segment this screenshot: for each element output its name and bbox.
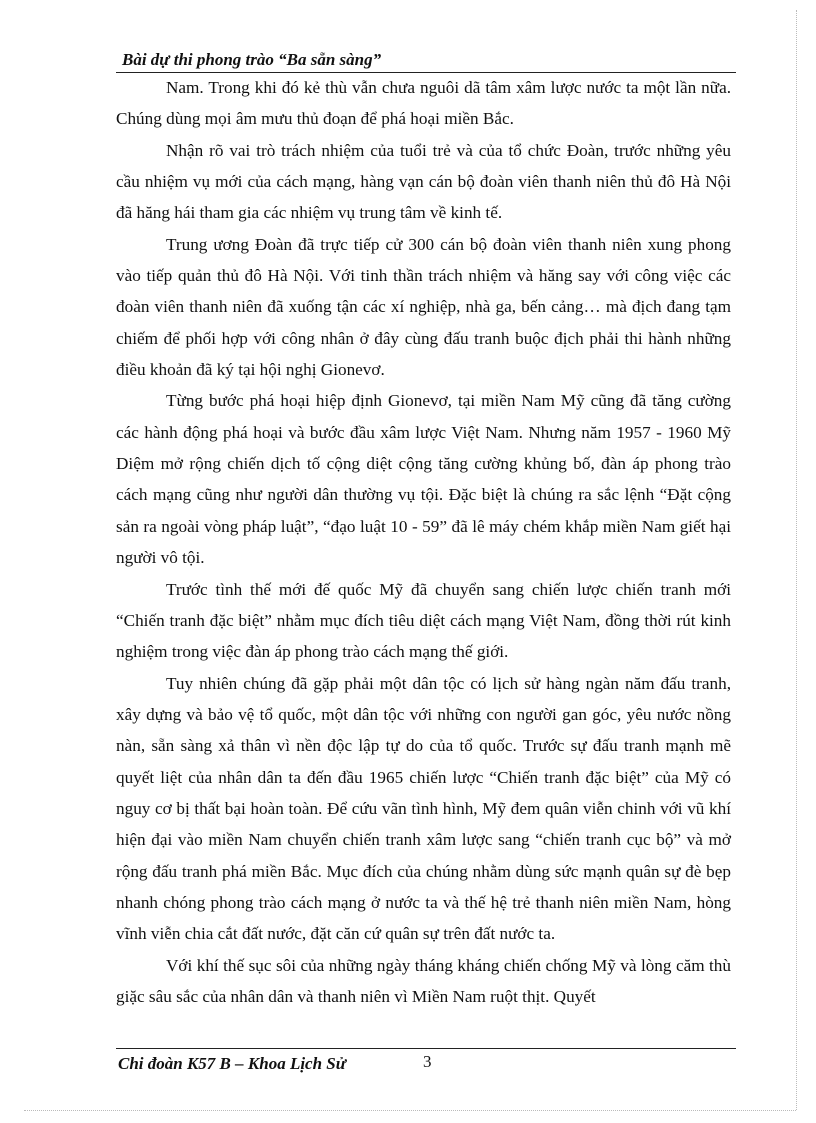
page-border-right <box>796 10 797 1110</box>
footer-rule <box>116 1048 736 1049</box>
page-number: 3 <box>423 1052 432 1071</box>
paragraph-5: Trước tình thế mới đế quốc Mỹ đã chuyển sang chiến lược chiến tranh mới “Chiến tranh đặc biệt” nhằm mục đích tiêu diệt cách mạng Việt Nam, đồng thời rút kinh nghiệm trong việc đàn áp phong trào cách mạng thế giới. <box>116 579 731 662</box>
footer-label: Chi đoàn K57 B – Khoa Lịch Sử <box>118 1054 346 1073</box>
paragraph-2: Nhận rõ vai trò trách nhiệm của tuổi trẻ và của tổ chức Đoàn, trước những yêu cầu nhiệm vụ mới của cách mạng, hàng vạn cán bộ đoàn viên thanh niên thủ đô Hà Nội đã hăng hái tham gia các nhiệm vụ trung tâm về kinh tế. <box>116 140 731 223</box>
paragraph-7: Với khí thế sục sôi của những ngày tháng kháng chiến chống Mỹ và lòng căm thù giặc sâu sắc của nhân dân và thanh niên vì Miền Nam ruột thịt. Quyết <box>116 955 731 1006</box>
page-border-bottom <box>24 1110 796 1111</box>
paragraph-3: Trung ương Đoàn đã trực tiếp cử 300 cán bộ đoàn viên thanh niên xung phong vào tiếp quản thủ đô Hà Nội. Với tinh thần trách nhiệm và hăng say với công việc các đoàn viên thanh niên đã xuống tận các xí nghiệp, nhà ga, bến cảng… mà địch đang tạm chiếm để phối hợp với công nhân ở đây cùng đấu tranh buộc địch phải thi hành những điều khoản đã ký tại hội nghị Gionevơ. <box>116 234 731 380</box>
paragraph-4: Từng bước phá hoại hiệp định Gionevơ, tại miền Nam Mỹ cũng đã tăng cường các hành động phá hoại và bước đầu xâm lược Việt Nam. Nhưng năm 1957 - 1960 Mỹ Diệm mở rộng chiến dịch tố cộng diệt cộng tăng cường khủng bố, đàn áp phong trào cách mạng cũng như người dân thường vụ tội. Đặc biệt là chúng ra sắc lệnh “Đặt cộng sản ra ngoài vòng pháp luật”, “đạo luật 10 - 59” đã lê máy chém khắp miền Nam giết hại người vô tội. <box>116 391 731 568</box>
body-text <box>116 72 731 1012</box>
header-title: Bài dự thi phong trào “Ba sẵn sàng” <box>122 50 382 69</box>
page-header <box>116 50 736 70</box>
paragraph-1: Nam. Trong khi đó kẻ thù vẫn chưa nguôi dã tâm xâm lược nước ta một lần nữa. Chúng dùng mọi âm mưu thủ đoạn để phá hoại miền Bắc. <box>116 78 731 129</box>
paragraph-6: Tuy nhiên chúng đã gặp phải một dân tộc có lịch sử hàng ngàn năm đấu tranh, xây dựng và bảo vệ tổ quốc, một dân tộc với những con người gan góc, yêu nước nồng nàn, sẵn sàng xả thân vì nền độc lập tự do của tổ quốc. Trước sự đấu tranh mạnh mẽ quyết liệt của nhân dân ta đến đầu 1965 chiến lược “Chiến tranh đặc biệt” của Mỹ có nguy cơ bị thất bại hoàn toàn. Để cứu vãn tình hình, Mỹ đem quân viễn chinh với vũ khí hiện đại vào miền Nam chuyển chiến tranh xâm lược sang “chiến tranh cục bộ” và mở rộng đấu tranh phá miền Bắc. Mục đích của chúng nhằm dùng sức mạnh quân sự đè bẹp nhanh chóng phong trào cách mạng ở nước ta và thế hệ trẻ thanh niên miền Nam, hòng vĩnh viễn chia cắt đất nước, đặt căn cứ quân sự trên đất nước ta. <box>116 673 731 944</box>
